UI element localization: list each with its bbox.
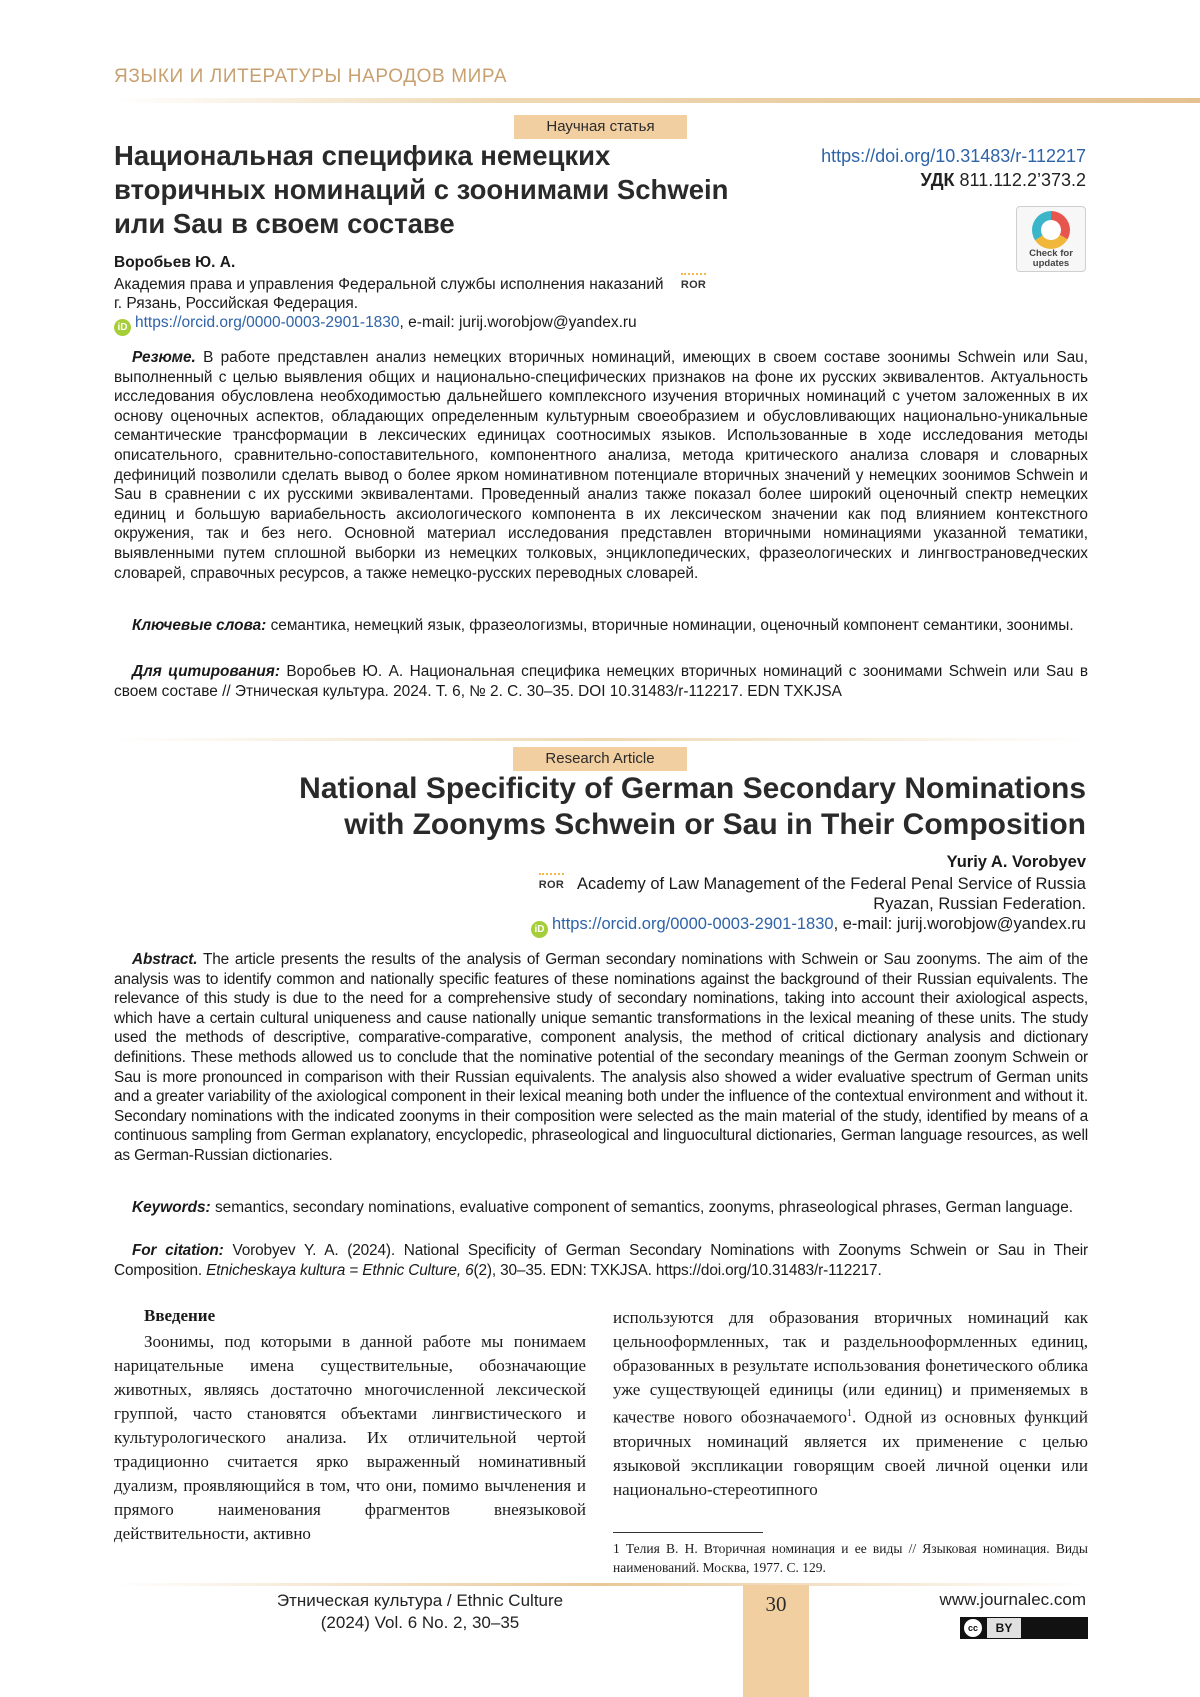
section-divider [114, 738, 1088, 741]
body-column-2-text-a: используются для образования вторичных номинаций как цельнооформленных, так и раздельнооформленных единиц, образованных в результате использования фонетического облика уже существующей единицы (или единиц) и применяемых в качестве нового обозначаемого [613, 1308, 1088, 1427]
article-title-en-line2: with Zoonyms Schwein or Sau in Their Composition [344, 808, 1086, 841]
abstract-label-en: Abstract. [132, 951, 198, 968]
keywords-text-ru: семантика, немецкий язык, фразеологизмы, вторичные номинации, оценочный компонент семантики, зоонимы. [270, 617, 1074, 634]
abstract-ru [114, 348, 1088, 583]
author-en: Yuriy A. Vorobyev [946, 853, 1086, 871]
footer-rule [114, 1583, 1088, 1586]
affiliation-en [539, 873, 1086, 896]
body-column-2 [613, 1306, 1088, 1502]
citation-en [114, 1241, 1088, 1280]
citation-ru [114, 662, 1088, 701]
udk-value: 811.112.2’373.2 [959, 170, 1086, 190]
journal-info [255, 1590, 585, 1634]
affiliation-en-text: Academy of Law Management of the Federal Penal Service of Russia [576, 875, 1086, 893]
page-number: 30 [765, 1592, 787, 1616]
ror-icon-en[interactable]: ROR [539, 873, 564, 896]
city-ru: г. Рязань, Российская Федерация. [114, 295, 359, 312]
orcid-link-ru[interactable]: https://orcid.org/0000-0003-2901-1830 [135, 314, 400, 331]
city-en: Ryazan, Russian Federation. [873, 895, 1086, 913]
article-title-en-line1: National Specificity of German Secondary Nominations [299, 772, 1086, 805]
affiliation-ru-text: Академия права и управления Федеральной службы исполнения наказаний [114, 276, 664, 293]
citation-journal-en: Etnicheskaya kultura = Ethnic Culture, 6 [206, 1261, 474, 1279]
orcid-icon-en[interactable]: iD [531, 921, 548, 938]
cc-by-license-badge[interactable] [960, 1617, 1088, 1639]
abstract-en [114, 950, 1088, 1166]
udk-label: УДК [920, 170, 955, 190]
ror-icon[interactable]: ROR [681, 273, 706, 295]
journal-volume: (2024) Vol. 6 No. 2, 30–35 [320, 1613, 520, 1632]
doi-link[interactable]: https://doi.org/10.31483/r-112217 [821, 146, 1086, 166]
author-ru: Воробьев Ю. А. [114, 254, 236, 271]
header-rule [114, 98, 1200, 103]
body-column-1: Зоонимы, под которыми в данной работе мы понимаем нарицательные имена существительные, обозначающие животных, являясь достаточно многочисленной лексической группой, часто становятся объектами лингвистического и культурологического анализа. Их отличительной чертой традиционно считается ярко выраженный номинативный дуализм, проявляющийся в том, что они, помимо вычленения и прямого наименования фрагментов внеязыковой действительности, активно [114, 1332, 586, 1543]
citation-tail-en: (2), 30–35. EDN: TXKJSA. https://doi.org/10.31483/r-112217. [473, 1261, 882, 1279]
journal-website[interactable]: www.journalec.com [939, 1590, 1086, 1609]
citation-text-en: Vorobyev Y. A. (2024). National Specificity of German Secondary Nominations with Zoonyms Schwein or Sau in Their Composition. [114, 1242, 1088, 1279]
keywords-text-en: semantics, secondary nominations, evaluative component of semantics, zoonyms, phraseological phrases, German language. [214, 1199, 1074, 1216]
keywords-en [114, 1198, 1088, 1218]
body-column-2-text-b: . Одной из основных функций вторичных номинаций является их применение с целью языковой экспликации говорящим своей личной оценки или национально-стереотипного [613, 1407, 1088, 1499]
udk-code [920, 170, 1086, 191]
article-type-tag-ru: Научная статья [514, 115, 687, 139]
citation-text-ru: Воробьев Ю. А. Национальная специфика немецких вторичных номинаций с зоонимами Schwein или Sau в своем составе // Этническая культура. 2024. Т. 6, № 2. С. 30–35. DOI 10.31483/r-112217. EDN TXKJSA [114, 663, 1088, 700]
by-icon: BY [987, 1618, 1021, 1638]
footnote-ref[interactable]: 1 [847, 1408, 852, 1419]
orcid-icon[interactable]: iD [114, 319, 131, 336]
abstract-label-ru: Резюме. [132, 349, 196, 366]
keywords-label-ru: Ключевые слова: [132, 617, 267, 634]
contact-en [531, 914, 1086, 938]
check-updates-icon [1032, 211, 1070, 249]
section-heading-intro: Введение [144, 1306, 216, 1325]
journal-name: Этническая культура / Ethnic Culture [276, 1591, 564, 1610]
email-ru: , e-mail: jurij.worobjow@yandex.ru [399, 314, 637, 331]
footnote-rule [613, 1532, 763, 1533]
cc-icon: cc [964, 1619, 982, 1637]
citation-label-ru: Для цитирования: [132, 663, 280, 680]
footnote: 1 Телия В. Н. Вторичная номинация и ее виды // Языковая номинация. Виды наименований. Москва, 1977. С. 129. [613, 1541, 1088, 1575]
orcid-link-en[interactable]: https://orcid.org/0000-0003-2901-1830 [551, 915, 834, 933]
check-updates-label: Check for updates [1029, 248, 1073, 269]
article-type-tag-en: Research Article [513, 747, 687, 771]
citation-label-en: For citation: [132, 1242, 224, 1259]
keywords-label-en: Keywords: [132, 1199, 211, 1216]
keywords-ru [114, 616, 1088, 636]
running-header: ЯЗЫКИ И ЛИТЕРАТУРЫ НАРОДОВ МИРА [114, 66, 508, 87]
article-title-ru: Национальная специфика немецких вторичных номинаций с зоонимами Schwein или Sau в своем составе [114, 140, 729, 239]
abstract-text-en: The article presents the results of the analysis of German secondary nominations with Schwein or Sau zoonyms. The aim of the analysis was to identify common and nationally specific features of these nominations against the background of their Russian equivalents. The relevance of this study is due to the need for a comprehensive study of secondary nominations, taking into account their axiological aspects, which have a certain cultural uniqueness and cause nationally unique semantic transformations in the lexical meaning of these units. The study used the methods of descriptive, comparative-comparative, component analysis, the method of critical dictionary analysis and dictionary definitions. These methods allowed us to conclude that the nominative potential of the secondary meanings of the German zoonym Schwein or Sau is more pronounced in comparison with their Russian equivalents. The analysis also showed a wider evaluative spectrum of German units and a greater variability of the axiological component in their lexical meaning both under the influence of the contextual environment and without it. Secondary nominations with the indicated zoonyms in their composition were selected as the main material of the study, identified by means of a continuous sampling from German explanatory, encyclopedic, phraseological and linguocultural dictionaries, German language resources, as well as German-Russian dictionaries. [114, 951, 1088, 1164]
contact-ru [114, 313, 637, 336]
abstract-text-ru: В работе представлен анализ немецких вторичных номинаций, имеющих в своем составе зоонимы Schwein или Sau, выполненный с целью выявления общих и национально-специфических признаков на фоне их русских эквивалентов. Актуальность исследования обусловлена необходимостью дальнейшего комплексного изучения вторичных номинаций с учетом заложенных в их основу оценочных аспектов, обладающих определенным культурным своеобразием и обусловливающих национально-уникальные семантические трансформации в лексических единицах соотносимых языков. Использованные в ходе исследования методы описательного, сравнительно-сопоставительного, компонентного анализа, метода критического анализа словаря и словарных дефиниций позволили сделать вывод о более ярком номинативном потенциале вторичных значений у немецких зоонимов Schwein и Sau в сравнении с их русскими эквивалентами. Проведенный анализ также показал более широкий оценочный спектр немецких единиц и большую вариабельность аксиологического компонента в их лексическом значении как под влиянием контекстного окружения, так и без него. Основной материал исследования представлен вторичными номинациями указанной тематики, выявленными путем сплошной выборки из немецких толковых, энциклопедических, фразеологических и лингвострановедческих словарей, справочных ресурсов, а также немецко-русских переводных словарей. [114, 349, 1088, 582]
affiliation-ru [114, 273, 706, 295]
email-en: , e-mail: jurij.worobjow@yandex.ru [833, 915, 1086, 933]
article-title-en [186, 771, 1086, 843]
check-for-updates-badge[interactable] [1016, 206, 1086, 272]
